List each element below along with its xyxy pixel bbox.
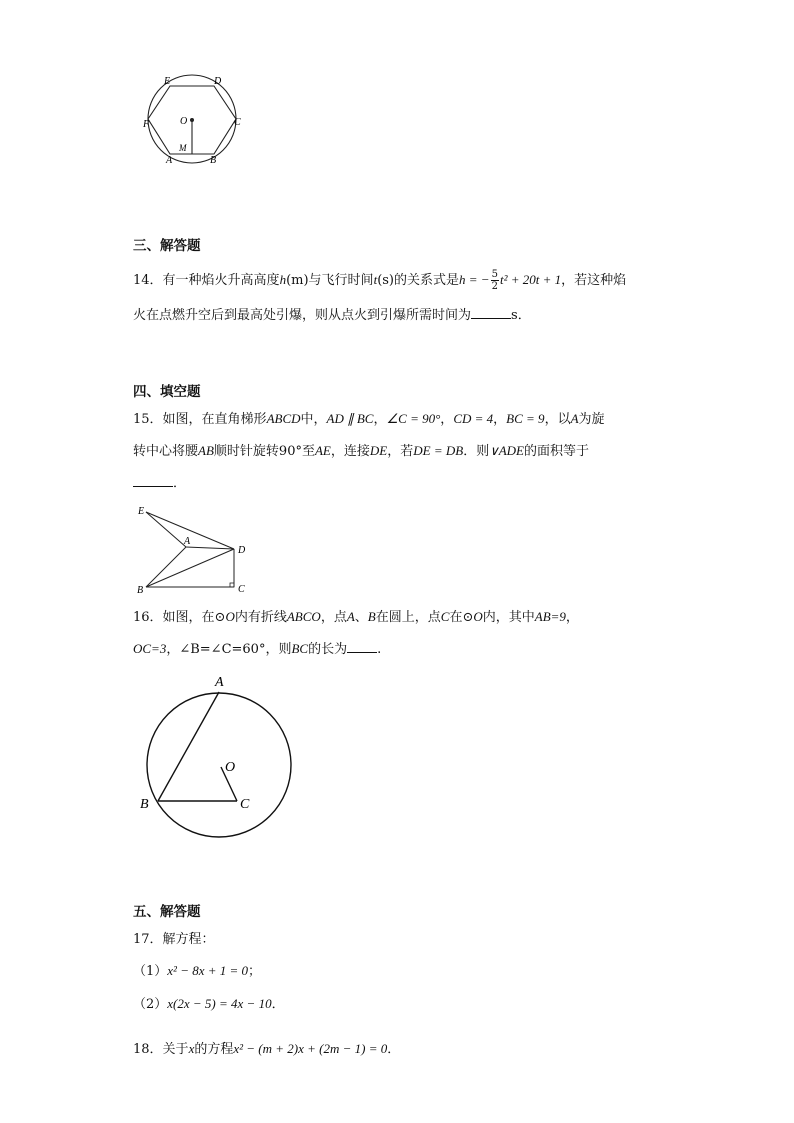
problem-number: 14．: [133, 273, 163, 288]
trapezoid-figure: [134, 504, 254, 596]
section-heading-5: 五、解答题: [133, 904, 201, 920]
problem-15-line-3: ．: [133, 474, 186, 493]
section-heading-4: 四、填空题: [133, 384, 201, 400]
problem-14-line-2: 火在点燃升空后到最高处引爆，则从点火到引爆所需时间为 s．: [133, 308, 531, 323]
problem-15-line-2: 转中心将腰AB顺时针旋转90°至AE，连接DE，若DE = DB．则∨ADE的面积等于: [133, 443, 590, 459]
label-F: F: [143, 119, 150, 130]
label-A: A: [166, 155, 173, 166]
problem-14-line-1: 14．有一种焰火升高高度h(m)与飞行时间t(s)的关系式是h = − $\frac{5}{2}$ t² + 20t + 1，若这种焰: [133, 269, 627, 292]
problem-16-line-2: OC=3，∠B=∠C=60°，则BC的长为 .: [133, 641, 382, 657]
formula-rhs: t² + 20t + 1: [499, 272, 562, 287]
label-M: M: [179, 143, 187, 153]
label-B: B: [137, 585, 144, 596]
label-C: C: [234, 117, 241, 128]
problem-17-part-1: （1）x² − 8x + 1 = 0；: [133, 963, 262, 979]
label-C: C: [238, 584, 245, 595]
label-A: A: [184, 536, 191, 547]
label-B: B: [140, 797, 149, 812]
problem-17-title: 17．解方程：: [133, 932, 215, 947]
problem-16-line-1: 16．如图，在⊙O内有折线ABCO，点A、B在圆上，点C在⊙O内，其中AB=9，: [133, 609, 579, 625]
formula-lhs: h = −: [459, 272, 490, 287]
problem-18: 18．关于x的方程x² − (m + 2)x + (2m − 1) = 0．: [133, 1041, 401, 1057]
label-E: E: [164, 76, 171, 87]
answer-blank[interactable]: [133, 474, 173, 487]
answer-blank[interactable]: [347, 640, 377, 653]
label-C: C: [240, 797, 250, 812]
problem-17-part-2: （2）x(2x − 5) = 4x − 10．: [133, 996, 285, 1012]
label-O: O: [225, 760, 236, 775]
section-heading-3: 三、解答题: [133, 238, 201, 254]
circle-polyline-figure: [136, 670, 306, 845]
hexagon-circle-figure: [138, 72, 248, 172]
label-D: D: [214, 76, 222, 87]
label-B: B: [210, 155, 217, 166]
fraction: $\frac{5}{2}$: [491, 269, 498, 292]
label-O: O: [180, 116, 188, 127]
label-D: D: [238, 545, 246, 556]
problem-15-line-1: 15．如图，在直角梯形ABCD中，AD ∥ BC，∠C = 90°，CD = 4，BC = 9，以A为旋: [133, 411, 605, 427]
answer-blank[interactable]: [471, 306, 511, 319]
label-A: A: [215, 675, 224, 690]
label-E: E: [138, 506, 145, 517]
